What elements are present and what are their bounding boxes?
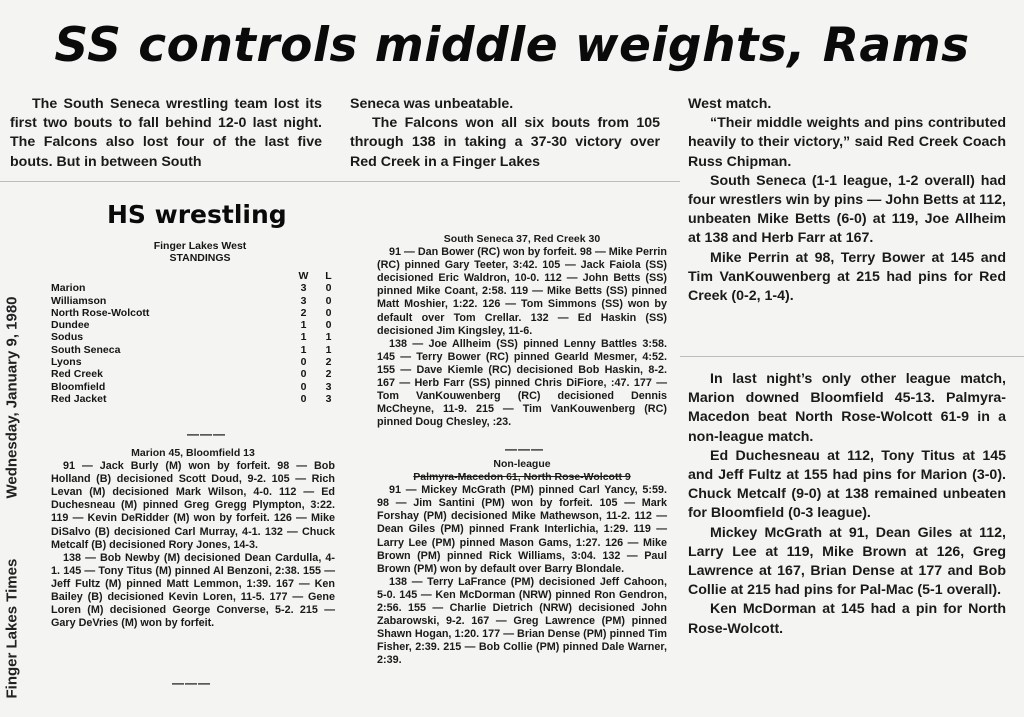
story-paragraph: South Seneca (1-1 league, 1-2 overall) had four wrestlers win by pins — John Betts at 112, unbeaten Mike Betts (6-0) at 119, Joe Allheim at 138 and Herb Farr at 167. (688, 172, 1006, 247)
standings-header (140, 240, 260, 264)
wins: 1 (300, 343, 307, 356)
table-row (51, 344, 341, 356)
result-title: Palmyra-Macedon 61, North Rose-Wolcott 9 (413, 471, 631, 484)
team-name: North Rose-Wolcott (51, 306, 150, 319)
table-row (51, 307, 341, 319)
team-name: Williamson (51, 294, 107, 307)
section-divider: ——— (172, 676, 211, 690)
wins: 2 (300, 306, 307, 319)
story-paragraph: The Falcons won all six bouts from 105 through 138 in taking a 37-30 victory over Red Creek in a Finger Lakes (350, 115, 660, 170)
story-paragraph: Seneca was unbeatable. (350, 96, 514, 112)
team-name: Sodus (51, 331, 84, 344)
marion-bloomfield-results (51, 447, 335, 630)
table-row (51, 319, 341, 331)
page-folio (4, 199, 21, 699)
table-row (51, 381, 341, 393)
story-paragraph: The South Seneca wrestling team lost its first two bouts to fall behind 12-0 last night. The Falcons also lost four of the last five bouts. But in between South (10, 96, 322, 170)
divider-rule (680, 356, 1024, 357)
newspaper-name: Finger Lakes Times (3, 558, 21, 699)
story-paragraph: Mike Perrin at 98, Terry Bower at 145 and Tim VanKouwenberg at 215 had pins for Red Creek (0-2, 1-4). (688, 249, 1006, 305)
losses: 0 (325, 294, 332, 307)
table-row (51, 368, 341, 380)
nonleague-label: Non-league (493, 458, 551, 470)
result-paragraph: 138 — Terry LaFrance (PM) decisioned Jeff Cahoon, 5-0. 145 — Ken McDorman (NRW) pinned Ron Gendron, 2:56. 155 — Charlie Dietrich (NRW) decisioned John Zabarowski, 9-2. 167 — Greg Lawrence (PM) pinned Shawn Hogan, 1:20. 177 — Brian Dense (PM) pinned Tim Fisher, 2:39. 215 — Bob Collie (PM) pinned Dale Warner, 2:39. (377, 575, 667, 667)
result-paragraph: 138 — Bob Newby (M) decisioned Dean Cardulla, 4-1. 145 — Tony Titus (M) pinned Al Benzoni, 2:38. 155 — Jeff Fultz (M) pinned Matt Lemmon, 1:39. 167 — Ken Bailey (B) decisioned Kevin Loren, 11-5. 177 — Gene Loren (M) decisioned George Converse, 5-2. 215 — Gary DeVries (M) won by forfeit. (51, 551, 335, 630)
story-column-3-continued (688, 370, 1006, 639)
story-paragraph: Ed Duchesneau at 112, Tony Titus at 145 and Jeff Fultz at 155 had pins for Marion (3-0). Chuck Metcalf (9-0) at 138 remained unbeaten for Bloomfield (0-3 league). (688, 447, 1006, 522)
nonleague-results (377, 458, 667, 668)
result-paragraph: 91 — Jack Burly (M) won by forfeit. 98 — Bob Holland (B) decisioned Scott Doud, 9-2. 105 — Rich Levan (M) decisioned Mark Wilson, 4-0. 112 — Ed Duchesneau (M) pinned Greg Gregg Plympton, 3:22. 119 — Kevin DeRidder (M) won by forfeit. 126 — Mike DiSalvo (B) decisioned Carl Murray, 4-1. 132 — Chuck Metcalf (B) decisioned Rory Jones, 14-3. (51, 460, 335, 551)
standings-label: STANDINGS (169, 252, 231, 264)
result-paragraph: 138 — Joe Allheim (SS) pinned Lenny Battles 3:58. 145 — Terry Bower (RC) pinned Gearld Mesmer, 4:52. 155 — Dave Kiemle (RC) decisioned Bob Haskin, 8-2. 167 — Herb Farr (SS) pinned Chris DiFiore, :47. 177 — Tom VanKouwenberg (RC) decisioned Dennis McCheyne, 11-9. 215 — Tim VanKouwenberg (RC) pinned Doug Chesley, :23. (377, 337, 667, 429)
table-row (51, 393, 341, 405)
table-row (51, 331, 341, 343)
wins: 1 (300, 331, 307, 344)
team-name: Bloomfield (51, 380, 106, 393)
losses: 1 (325, 343, 332, 356)
story-column-3 (688, 95, 1006, 306)
south-seneca-red-creek-results (377, 233, 667, 429)
result-title: Marion 45, Bloomfield 13 (131, 447, 255, 459)
league-name: Finger Lakes West (153, 240, 247, 252)
story-paragraph: In last night’s only other league match, Marion downed Bloomfield 45-13. Palmyra-Macedon beat North Rose-Wolcott 61-9 in a non-league match. (688, 371, 1006, 445)
story-column-1 (10, 95, 322, 172)
losses: 3 (325, 392, 332, 405)
table-row (51, 356, 341, 368)
story-paragraph: “Their middle weights and pins contributed heavily to their victory,” said Red Creek Coach Russ Chipman. (688, 115, 1006, 170)
wins: 0 (300, 368, 307, 381)
standings-table (51, 270, 341, 405)
wins: 0 (300, 392, 307, 405)
losses: 2 (325, 368, 332, 381)
publication-date: Wednesday, January 9, 1980 (3, 296, 21, 499)
table-row (51, 282, 341, 294)
table-row (51, 295, 341, 307)
wins: 3 (300, 282, 307, 295)
wins: 0 (300, 356, 307, 369)
wins: 3 (300, 294, 307, 307)
story-paragraph: West match. (688, 96, 772, 112)
team-name: Marion (51, 282, 86, 295)
losses: 0 (325, 282, 332, 295)
losses: 0 (325, 306, 332, 319)
box-title: HS wrestling (107, 200, 287, 229)
story-column-2 (350, 95, 660, 172)
standings-header-row (51, 270, 341, 282)
team-name: Red Creek (51, 368, 103, 381)
result-paragraph: 91 — Mickey McGrath (PM) pinned Carl Yancy, 5:59. 98 — Jim Santini (PM) won by forfeit. 105 — Mark Forshay (PM) decisioned Mike Mathewson, 11-2. 112 — Dean Giles (PM) pinned Frank Interlichia, 1:29. 119 — Larry Lee (PM) pinned Mason Gams, 1:27. 126 — Mike Brown (PM) pinned Rick Williams, 3:04. 132 — Paul Brown (PM) won by default over Barry Blondale. (377, 484, 667, 575)
headline: SS controls middle weights, Rams (54, 18, 970, 73)
wins-header: W (298, 270, 309, 282)
losses: 1 (325, 331, 332, 344)
result-title: South Seneca 37, Red Creek 30 (443, 233, 601, 245)
team-name: Red Jacket (51, 392, 107, 405)
wins: 0 (300, 380, 307, 393)
losses-header: L (325, 270, 332, 282)
story-paragraph: Mickey McGrath at 91, Dean Giles at 112, Larry Lee at 119, Mike Brown at 126, Greg Lawrence at 167, Brian Dense at 177 and Bob Collie at 215 had pins for Pal-Mac (5-1 overall). (688, 524, 1006, 599)
result-paragraph: 91 — Dan Bower (RC) won by forfeit. 98 — Mike Perrin (RC) pinned Gary Teeter, 3:42. 105 — Jack Faiola (SS) decisioned Eric Waldron, 10-0. 112 — John Betts (SS) pinned Mike Coant, 2:58. 119 — Mike Betts (SS) pinned Matt Moshier, 1:22. 126 — Tom Simmons (SS) won by default over Tom Crellar. 132 — Ed Haskin (SS) decisioned Jim Kingsley, 11-6. (377, 246, 667, 337)
team-name: Lyons (51, 356, 82, 369)
section-divider: ——— (187, 427, 226, 441)
losses: 0 (325, 319, 332, 332)
team-name: Dundee (51, 319, 90, 332)
story-paragraph: Ken McDorman at 145 had a pin for North Rose-Wolcott. (688, 601, 1006, 637)
team-name: South Seneca (51, 343, 121, 356)
losses: 3 (325, 380, 332, 393)
losses: 2 (325, 356, 332, 369)
section-divider: ——— (505, 442, 544, 456)
box-top-rule (0, 181, 680, 182)
wins: 1 (300, 319, 307, 332)
